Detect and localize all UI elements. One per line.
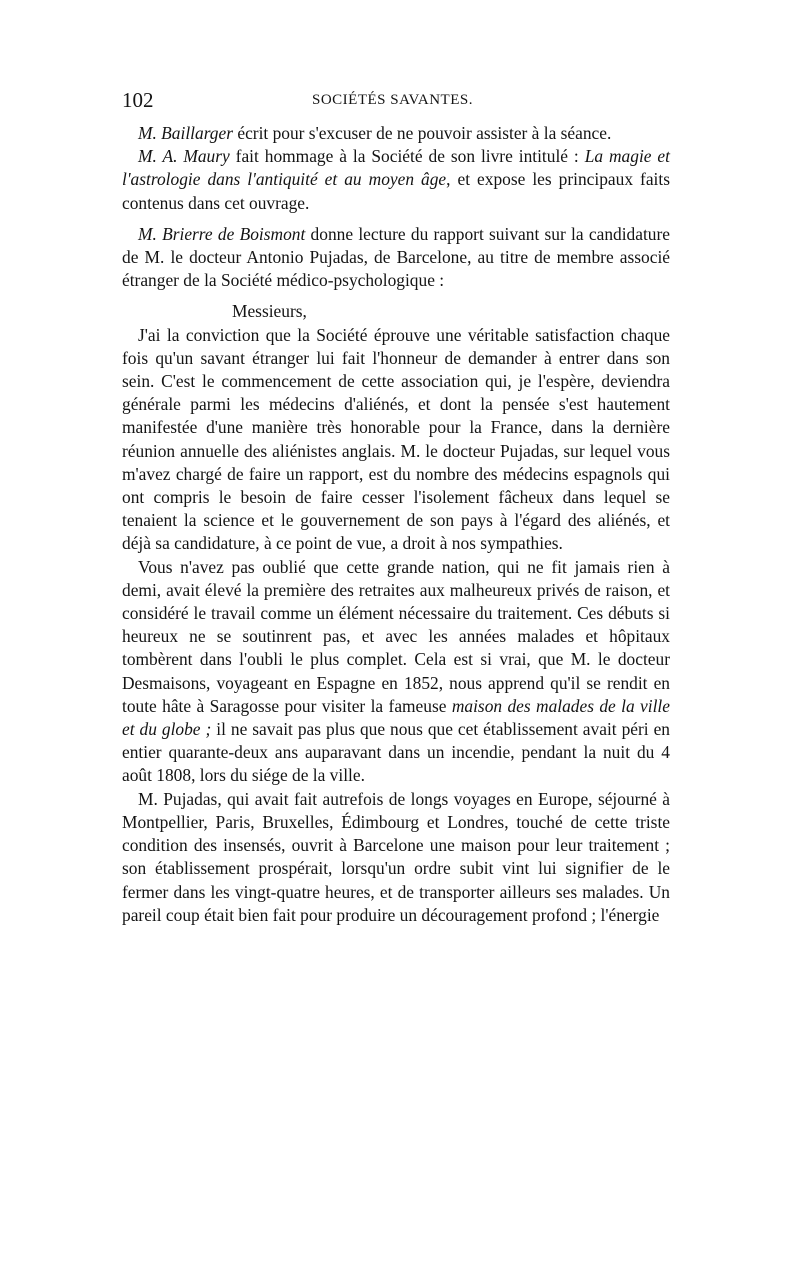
paragraph-maury-text-b: , et expose les principaux faits contenus dans cet ouvrage. [122, 169, 670, 213]
paragraph-nation [122, 556, 670, 788]
running-title: SOCIÉTÉS SAVANTES. [312, 92, 473, 108]
name-baillarger: M. Baillarger [138, 123, 233, 143]
name-brierre: M. Brierre de Boismont [138, 223, 306, 244]
paragraph-maury [122, 145, 670, 215]
page-header [122, 88, 670, 122]
paragraph-pujadas: M. Pujadas, qui avait fait autrefois de longs voyages en Europe, séjourné à Montpellier, Paris, Bruxelles, Édimbourg et Londres, touché de cette triste condition des insensés, ouvrit à Barcelone une maison pour leur traitement ; son établissement prospérait, lorsqu'un ordre subit vint lui signifier de le fermer dans les vingt-quatre heures, et de transporter ailleurs ses malades. Un pareil coup était bien fait pour produire un découragement profond ; l'énergie [122, 788, 670, 925]
page-number: 102 [122, 88, 154, 112]
page-body [122, 122, 670, 927]
paragraph-nation-text-b: il ne savait pas plus que nous que cet établissement avait péri en entier quarante-deux ans auparavant dans un incendie, pendant la nuit du 4 août 1808, lors du siége de la ville. [122, 719, 670, 786]
paragraph-baillarger [122, 122, 670, 145]
paragraph-baillarger-text: écrit pour s'excuser de ne pouvoir assister à la séance. [233, 123, 612, 143]
book-page [122, 88, 670, 927]
name-maury: M. A. Maury [138, 146, 230, 167]
paragraph-brierre-text: donne lecture du rapport suivant sur la candidature de M. le docteur Antonio Pujadas, de Barcelone, au titre de membre associé étranger de la Société médico-psychologique : [122, 223, 670, 291]
paragraph-maury-text-a: fait hommage à la Société de son livre intitulé : [229, 146, 585, 167]
paragraph-nation-text-a: Vous n'avez pas oublié que cette grande nation, qui ne fit jamais rien à demi, avait élevé la première des retraites aux malheureux privés de raison, et considéré le travail comme un élément nécessaire du traitement. Ces débuts si heureux ne se soutinrent pas, et avec les années malades et hôpitaux tombèrent dans l'oubli le plus complet. Cela est si vrai, que M. le docteur Desmaisons, voyageant en Espagne en 1852, nous apprend qu'il se rendit en toute hâte à Saragosse pour visiter la fameuse [122, 556, 670, 716]
maison-title: maison des malades de la ville et du globe ; [122, 695, 670, 740]
paragraph-conviction: J'ai la conviction que la Société éprouve une véritable satisfaction chaque fois qu'un savant étranger lui fait l'honneur de demander à entrer dans son sein. C'est le commencement de cette association qui, je l'espère, deviendra générale parmi les médecins d'aliénés, et dont la pensée s'est hautement manifestée d'une manière très honorable pour la France, dans la dernière réunion annuelle des aliénistes anglais. M. le docteur Pujadas, sur lequel vous m'avez chargé de faire un rapport, est du nombre des médecins espagnols qui ont compris le besoin de faire cesser l'isolement fâcheux dans lequel se tenaient la science et le gouvernement de son pays à l'égard des aliénés, et déjà sa candidature, à ce point de vue, a droit à nos sympathies. [122, 324, 670, 554]
book-title: La magie et l'astrologie dans l'antiquité et au moyen âge [122, 146, 670, 190]
salutation: Messieurs, [232, 301, 307, 322]
paragraph-brierre [122, 223, 670, 293]
